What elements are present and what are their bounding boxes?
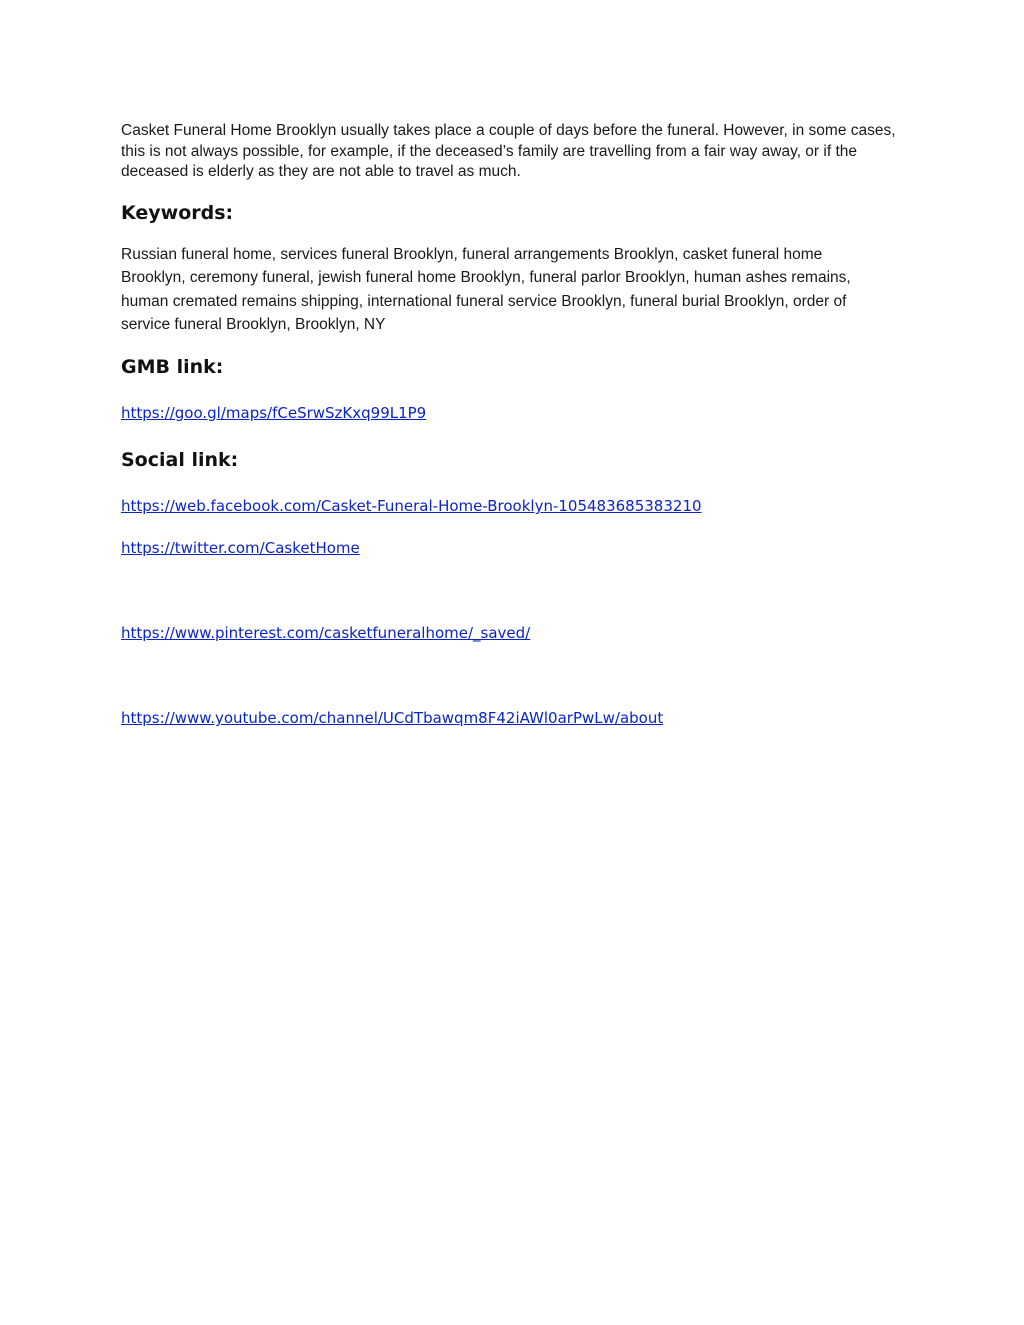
keywords-paragraph: Russian funeral home, services funeral Brooklyn, funeral arrangements Brooklyn, casket funeral home Brooklyn, ceremony funeral, jewish funeral home Brooklyn, funeral parlor Brooklyn, human ashes remains, human cremated remains shipping, international funeral service Brooklyn, funeral burial Brooklyn, order of service funeral Brooklyn, Brooklyn, NY xyxy=(121,246,851,333)
gmb-link[interactable]: https://goo.gl/maps/fCeSrwSzKxq99L1P9 xyxy=(121,404,427,422)
twitter-link[interactable]: https://twitter.com/CasketHome xyxy=(121,539,360,557)
intro-paragraph: Casket Funeral Home Brooklyn usually takes place a couple of days before the funeral. However, in some cases, this is not always possible, for example, if the deceased’s family are travelling from a fair way away, or if the deceased is elderly as they are not able to travel as much. xyxy=(121,122,896,180)
pinterest-link[interactable]: https://www.pinterest.com/casketfuneralhome/_saved/ xyxy=(121,624,531,642)
gmb-link-heading: GMB link: xyxy=(121,356,224,378)
facebook-link[interactable]: https://web.facebook.com/Casket-Funeral-Home-Brooklyn-105483685383210 xyxy=(121,497,702,515)
youtube-link[interactable]: https://www.youtube.com/channel/UCdTbawqm8F42iAWl0arPwLw/about xyxy=(121,709,664,727)
keywords-heading: Keywords: xyxy=(121,202,234,224)
social-link-heading: Social link: xyxy=(121,449,239,471)
